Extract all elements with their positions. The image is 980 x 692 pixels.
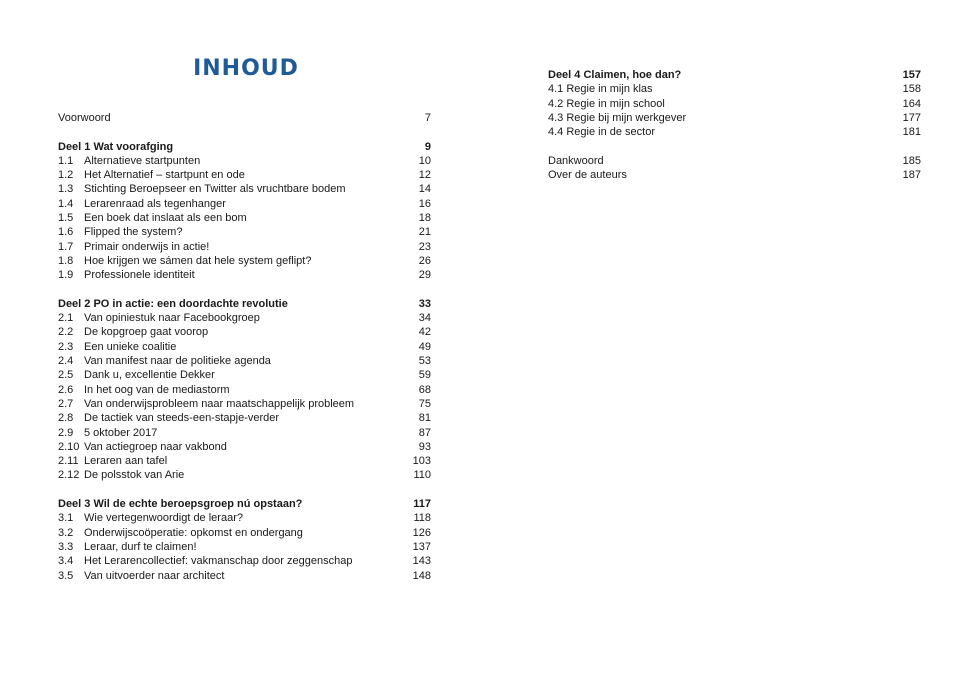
toc-entry-label: Wie vertegenwoordigt de leraar? [84,512,243,525]
toc-entry [58,397,431,411]
toc-entry-number: 2.4 [58,355,74,368]
toc-entry-page: 59 [418,369,431,382]
toc-entry [58,354,431,368]
toc-entry [58,526,431,540]
toc-part-title: Deel 4 Claimen, hoe dan? [548,69,682,81]
toc-entry-number: 1.5 [58,212,74,225]
toc-entry-voorwoord [58,111,431,125]
toc-entry [548,111,921,125]
toc-entry [58,411,431,425]
toc-entry [58,225,431,239]
toc-entry [58,240,431,254]
toc-entry-label: Lerarenraad als tegenhanger [84,197,226,210]
toc-entry-number: 1.6 [58,226,74,239]
toc-entry [58,440,431,454]
toc-entry-label: Een unieke coalitie [84,340,177,353]
toc-entry-page: 137 [412,540,431,553]
toc-entry-label: Dank u, excellentie Dekker [84,369,215,382]
toc-entry-page: 157 [902,69,921,81]
toc-entry [58,468,431,482]
toc-entry-number: 2.9 [58,426,74,439]
toc-entry [548,82,921,96]
toc-entry-label: 4.2 Regie in mijn school [548,97,665,110]
toc-entry-page: 143 [412,555,431,568]
toc-entry-page: 118 [413,512,431,525]
toc-part-heading-1 [58,140,431,154]
toc-entry-label: Een boek dat inslaat als een bom [84,212,247,225]
toc-entry-page: 81 [418,412,431,425]
toc-entry-number: 2.1 [58,312,74,325]
toc-entry-label: Primair onderwijs in actie! [84,240,210,253]
toc-entry [58,383,431,397]
toc-entry [58,325,431,339]
toc-entry-number: 2.8 [58,412,74,425]
toc-entry-page: 33 [418,297,431,310]
toc-part-heading-3 [58,497,431,511]
toc-entry [548,168,921,182]
toc-part-title: Deel 1 Wat voorafging [58,140,174,153]
toc-entry-page: 14 [418,183,431,196]
toc-entry [548,125,921,139]
toc-entry-label: Van onderwijsprobleem naar maatschappelijk probleem [84,397,355,410]
toc-entry-page: 18 [418,212,431,225]
toc-entry-number: 1.2 [58,169,74,182]
toc-entry-label: Onderwijscoöperatie: opkomst en ondergang [84,526,303,539]
toc-entry-page: 7 [424,112,431,124]
toc-part-title: Deel 3 Wil de echte beroepsgroep nú opstaan? [58,498,303,511]
toc-backmatter-list [548,154,921,183]
toc-entry-number: 3.3 [58,540,74,553]
page-title: INHOUD [193,56,299,81]
toc-entry-label: 4.1 Regie in mijn klas [548,83,653,96]
toc-entry-page: 42 [418,326,431,339]
toc-entry-number: 2.3 [58,340,74,353]
toc-entry-page: 16 [418,197,431,210]
toc-entry [58,182,431,196]
toc-entry-page: 29 [418,269,431,282]
toc-entry [58,554,431,568]
toc-entry-page: 110 [413,469,431,482]
toc-entry-label: Van opiniestuk naar Facebookgroep [84,312,260,325]
toc-entry-number: 2.6 [58,383,74,396]
toc-left-column [58,111,431,583]
toc-entry-page: 75 [418,397,431,410]
toc-entry-number: 2.5 [58,369,74,382]
toc-entry-page: 181 [902,126,921,139]
toc-entry [58,511,431,525]
toc-entry-number: 2.2 [58,326,74,339]
toc-entry-label: 5 oktober 2017 [84,426,158,439]
toc-entry [58,268,431,282]
toc-entry-label: De tactiek van steeds-een-stapje-verder [84,412,280,425]
toc-part-title: Deel 2 PO in actie: een doordachte revolutie [58,297,288,310]
toc-entry [58,426,431,440]
toc-entry-page: 26 [418,254,431,267]
toc-entry-label: Van actiegroep naar vakbond [84,440,227,453]
toc-entry [58,197,431,211]
toc-entry-number: 1.8 [58,254,74,267]
toc-entry-page: 185 [902,154,921,167]
toc-entry-label: Het Alternatief – startpunt en ode [84,169,245,182]
toc-entry-page: 87 [418,426,431,439]
toc-entry-label: Over de auteurs [548,169,627,182]
toc-entry-label: Flipped the system? [84,226,183,239]
toc-entry-label: Voorwoord [58,112,111,124]
toc-entry-page: 21 [418,226,431,239]
toc-entry [58,254,431,268]
toc-entry-label: De polsstok van Arie [84,469,185,482]
toc-part-heading-4 [548,68,921,82]
toc-entry-page: 34 [418,312,431,325]
toc-entry-page: 148 [412,569,431,582]
toc-entry [58,154,431,168]
toc-entry-label: Het Lerarencollectief: vakmanschap door zeggenschap [84,555,353,568]
toc-entry-number: 1.1 [58,154,74,167]
toc-entry [58,311,431,325]
toc-entry [548,154,921,168]
toc-entry-label: Van manifest naar de politieke agenda [84,355,271,368]
toc-entry-number: 1.3 [58,183,74,196]
toc-entry-number: 3.4 [58,555,74,568]
toc-entry [58,368,431,382]
toc-entry-page: 10 [418,154,431,167]
toc-entry [58,340,431,354]
toc-entry-page: 158 [902,83,921,96]
toc-entry-label: 4.4 Regie in de sector [548,126,656,139]
toc-entry-page: 164 [902,97,921,110]
toc-entry-number: 2.7 [58,397,74,410]
toc-entry-label: De kopgroep gaat voorop [84,326,209,339]
toc-part-3-list [58,511,431,582]
toc-entry [58,211,431,225]
toc-entry [58,569,431,583]
toc-entry-label: Leraar, durf te claimen! [84,540,197,553]
toc-entry-number: 1.9 [58,269,74,282]
toc-entry [58,454,431,468]
toc-entry-label: Stichting Beroepseer en Twitter als vruchtbare bodem [84,183,346,196]
toc-entry-page: 103 [412,455,431,468]
toc-entry-label: Van uitvoerder naar architect [84,569,225,582]
toc-entry-page: 126 [412,526,431,539]
toc-entry-label: Hoe krijgen we sámen dat hele system geflipt? [84,254,312,267]
toc-entry [58,540,431,554]
toc-entry-page: 187 [902,169,921,182]
toc-entry-page: 23 [418,240,431,253]
toc-entry [548,97,921,111]
toc-entry-label: 4.3 Regie bij mijn werkgever [548,111,687,124]
toc-entry-label: Professionele identiteit [84,269,195,282]
toc-entry-page: 117 [413,498,431,511]
toc-entry-page: 53 [418,355,431,368]
toc-entry [58,168,431,182]
toc-entry-page: 12 [418,169,431,182]
toc-entry-page: 177 [902,111,921,124]
toc-entry-label: Leraren aan tafel [84,455,168,468]
toc-right-column [548,68,921,182]
toc-entry-number: 2.10 [58,440,80,453]
toc-entry-number: 1.4 [58,197,74,210]
toc-entry-number: 2.12 [58,469,80,482]
toc-part-2-list [58,311,431,483]
toc-entry-label: Dankwoord [548,154,604,167]
toc-entry-number: 2.11 [58,455,79,468]
toc-entry-page: 49 [418,340,431,353]
toc-entry-number: 3.5 [58,569,74,582]
toc-entry-page: 93 [418,440,431,453]
toc-entry-number: 3.2 [58,526,74,539]
toc-part-4-list [548,82,921,139]
toc-part-heading-2 [58,297,431,311]
toc-entry-label: Alternatieve startpunten [84,154,201,167]
toc-entry-page: 68 [418,383,431,396]
toc-entry-number: 1.7 [58,240,74,253]
toc-entry-number: 3.1 [58,512,74,525]
toc-entry-label: In het oog van de mediastorm [84,383,230,396]
toc-entry-page: 9 [424,140,431,153]
toc-part-1-list [58,154,431,283]
